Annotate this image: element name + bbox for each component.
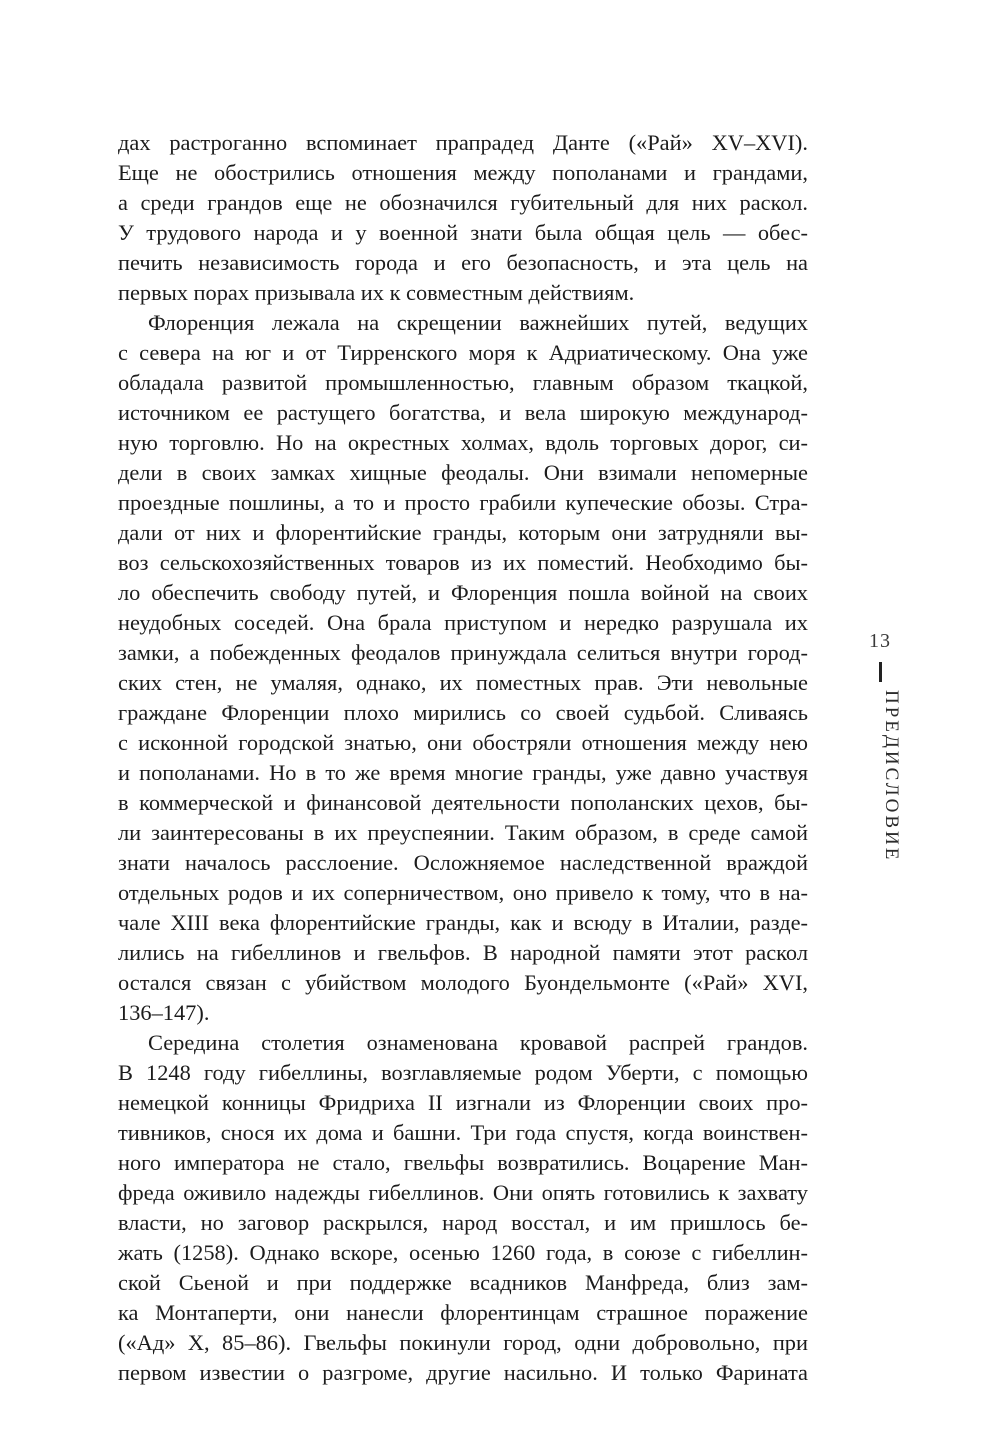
folio-rule [879,662,882,682]
running-title: ПРЕДИСЛОВИЕ [881,690,902,863]
text-line: остался связан с убийством молодого Буондельмонте («Рай» XVI, [118,970,808,995]
text-line: с исконной городской знатью, они обостряли отношения между нею [118,730,808,755]
page-number: 13 [869,630,891,652]
text-line: ло обеспечить свободу путей, и Флоренция пошла войной на своих [118,580,808,605]
text-line: тивников, снося их дома и башни. Три года спустя, когда воинствен- [118,1120,808,1145]
body-text [118,128,808,1388]
text-line: фреда оживило надежды гибеллинов. Они опять готовились к захвату [118,1180,808,1205]
text-line: и пополанами. Но в то же время многие гранды, уже давно участвуя [118,760,808,785]
text-line: проездные пошлины, а то и просто грабили купеческие обозы. Стра- [118,490,808,515]
text-line: 136–147). [118,1000,210,1025]
text-line: немецкой конницы Фридриха II изгнали из Флоренции своих про- [118,1090,808,1115]
text-line: а среди грандов еще не обозначился губительный для них раскол. [118,190,808,215]
text-line: В 1248 году гибеллины, возглавляемые родом Уберти, с помощью [118,1060,808,1085]
text-line: печить независимость города и его безопасность, и эта цель на [118,250,808,275]
text-line: первом известии о разгроме, другие насильно. И только Фарината [118,1360,808,1385]
text-line: в коммерческой и финансовой деятельности пополанских цехов, бы- [118,790,808,815]
text-line: обладала развитой промышленностью, главным образом ткацкой, [118,370,808,395]
text-line: лились на гибеллинов и гвельфов. В народной памяти этот раскол [118,940,808,965]
text-line: жать (1258). Однако вскоре, осенью 1260 года, в союзе с гибеллин- [118,1240,808,1265]
text-line: неудобных соседей. Она брала приступом и нередко разрушала их [118,610,808,635]
text-line: Еще не обострились отношения между пополанами и грандами, [118,160,808,185]
text-line: первых порах призывала их к совместным действиям. [118,280,635,305]
text-line: дели в своих замках хищные феодалы. Они взимали непомерные [118,460,808,485]
text-line: с севера на юг и от Тирренского моря к Адриатическому. Она уже [118,340,808,365]
text-line: ного императора не стало, гвельфы возвратились. Воцарение Ман- [118,1150,808,1175]
text-line: дали от них и флорентийские гранды, которым они затрудняли вы- [118,520,808,545]
text-line: чале XIII века флорентийские гранды, как и всюду в Италии, разде- [118,910,808,935]
text-line: отдельных родов и их соперничеством, оно привело к тому, что в на- [118,880,808,905]
text-line: У трудового народа и у военной знати была общая цель — обес- [118,220,808,245]
text-line: ских стен, не умаляя, однако, их поместных прав. Эти невольные [118,670,808,695]
text-line: Середина столетия ознаменована кровавой распрей грандов. [148,1030,808,1055]
text-line: ка Монтаперти, они нанесли флорентинцам страшное поражение [118,1300,808,1325]
text-line: воз сельскохозяйственных товаров из их поместий. Необходимо бы- [118,550,808,575]
text-line: граждане Флоренции плохо мирились со своей судьбой. Сливаясь [118,700,808,725]
text-line: («Ад» X, 85–86). Гвельфы покинули город, одни добровольно, при [118,1330,808,1355]
text-line: ную торговлю. Но на окрестных холмах, вдоль торговых дорог, си- [118,430,808,455]
text-line: знати началось расслоение. Осложняемое наследственной враждой [118,850,808,875]
text-line: ли заинтересованы в их преуспеянии. Таким образом, в среде самой [118,820,808,845]
text-line: дах растроганно вспоминает прапрадед Данте («Рай» XV–XVI). [118,130,808,155]
text-line: замки, а побежденных феодалов принуждала селиться внутри город- [118,640,808,665]
text-line: власти, но заговор раскрылся, народ восстал, и им пришлось бе- [118,1210,808,1235]
text-line: Флоренция лежала на скрещении важнейших путей, ведущих [148,310,808,335]
text-line: ской Сьеной и при поддержке всадников Манфреда, близ зам- [118,1270,808,1295]
text-line: источником ее растущего богатства, и вела широкую международ- [118,400,808,425]
